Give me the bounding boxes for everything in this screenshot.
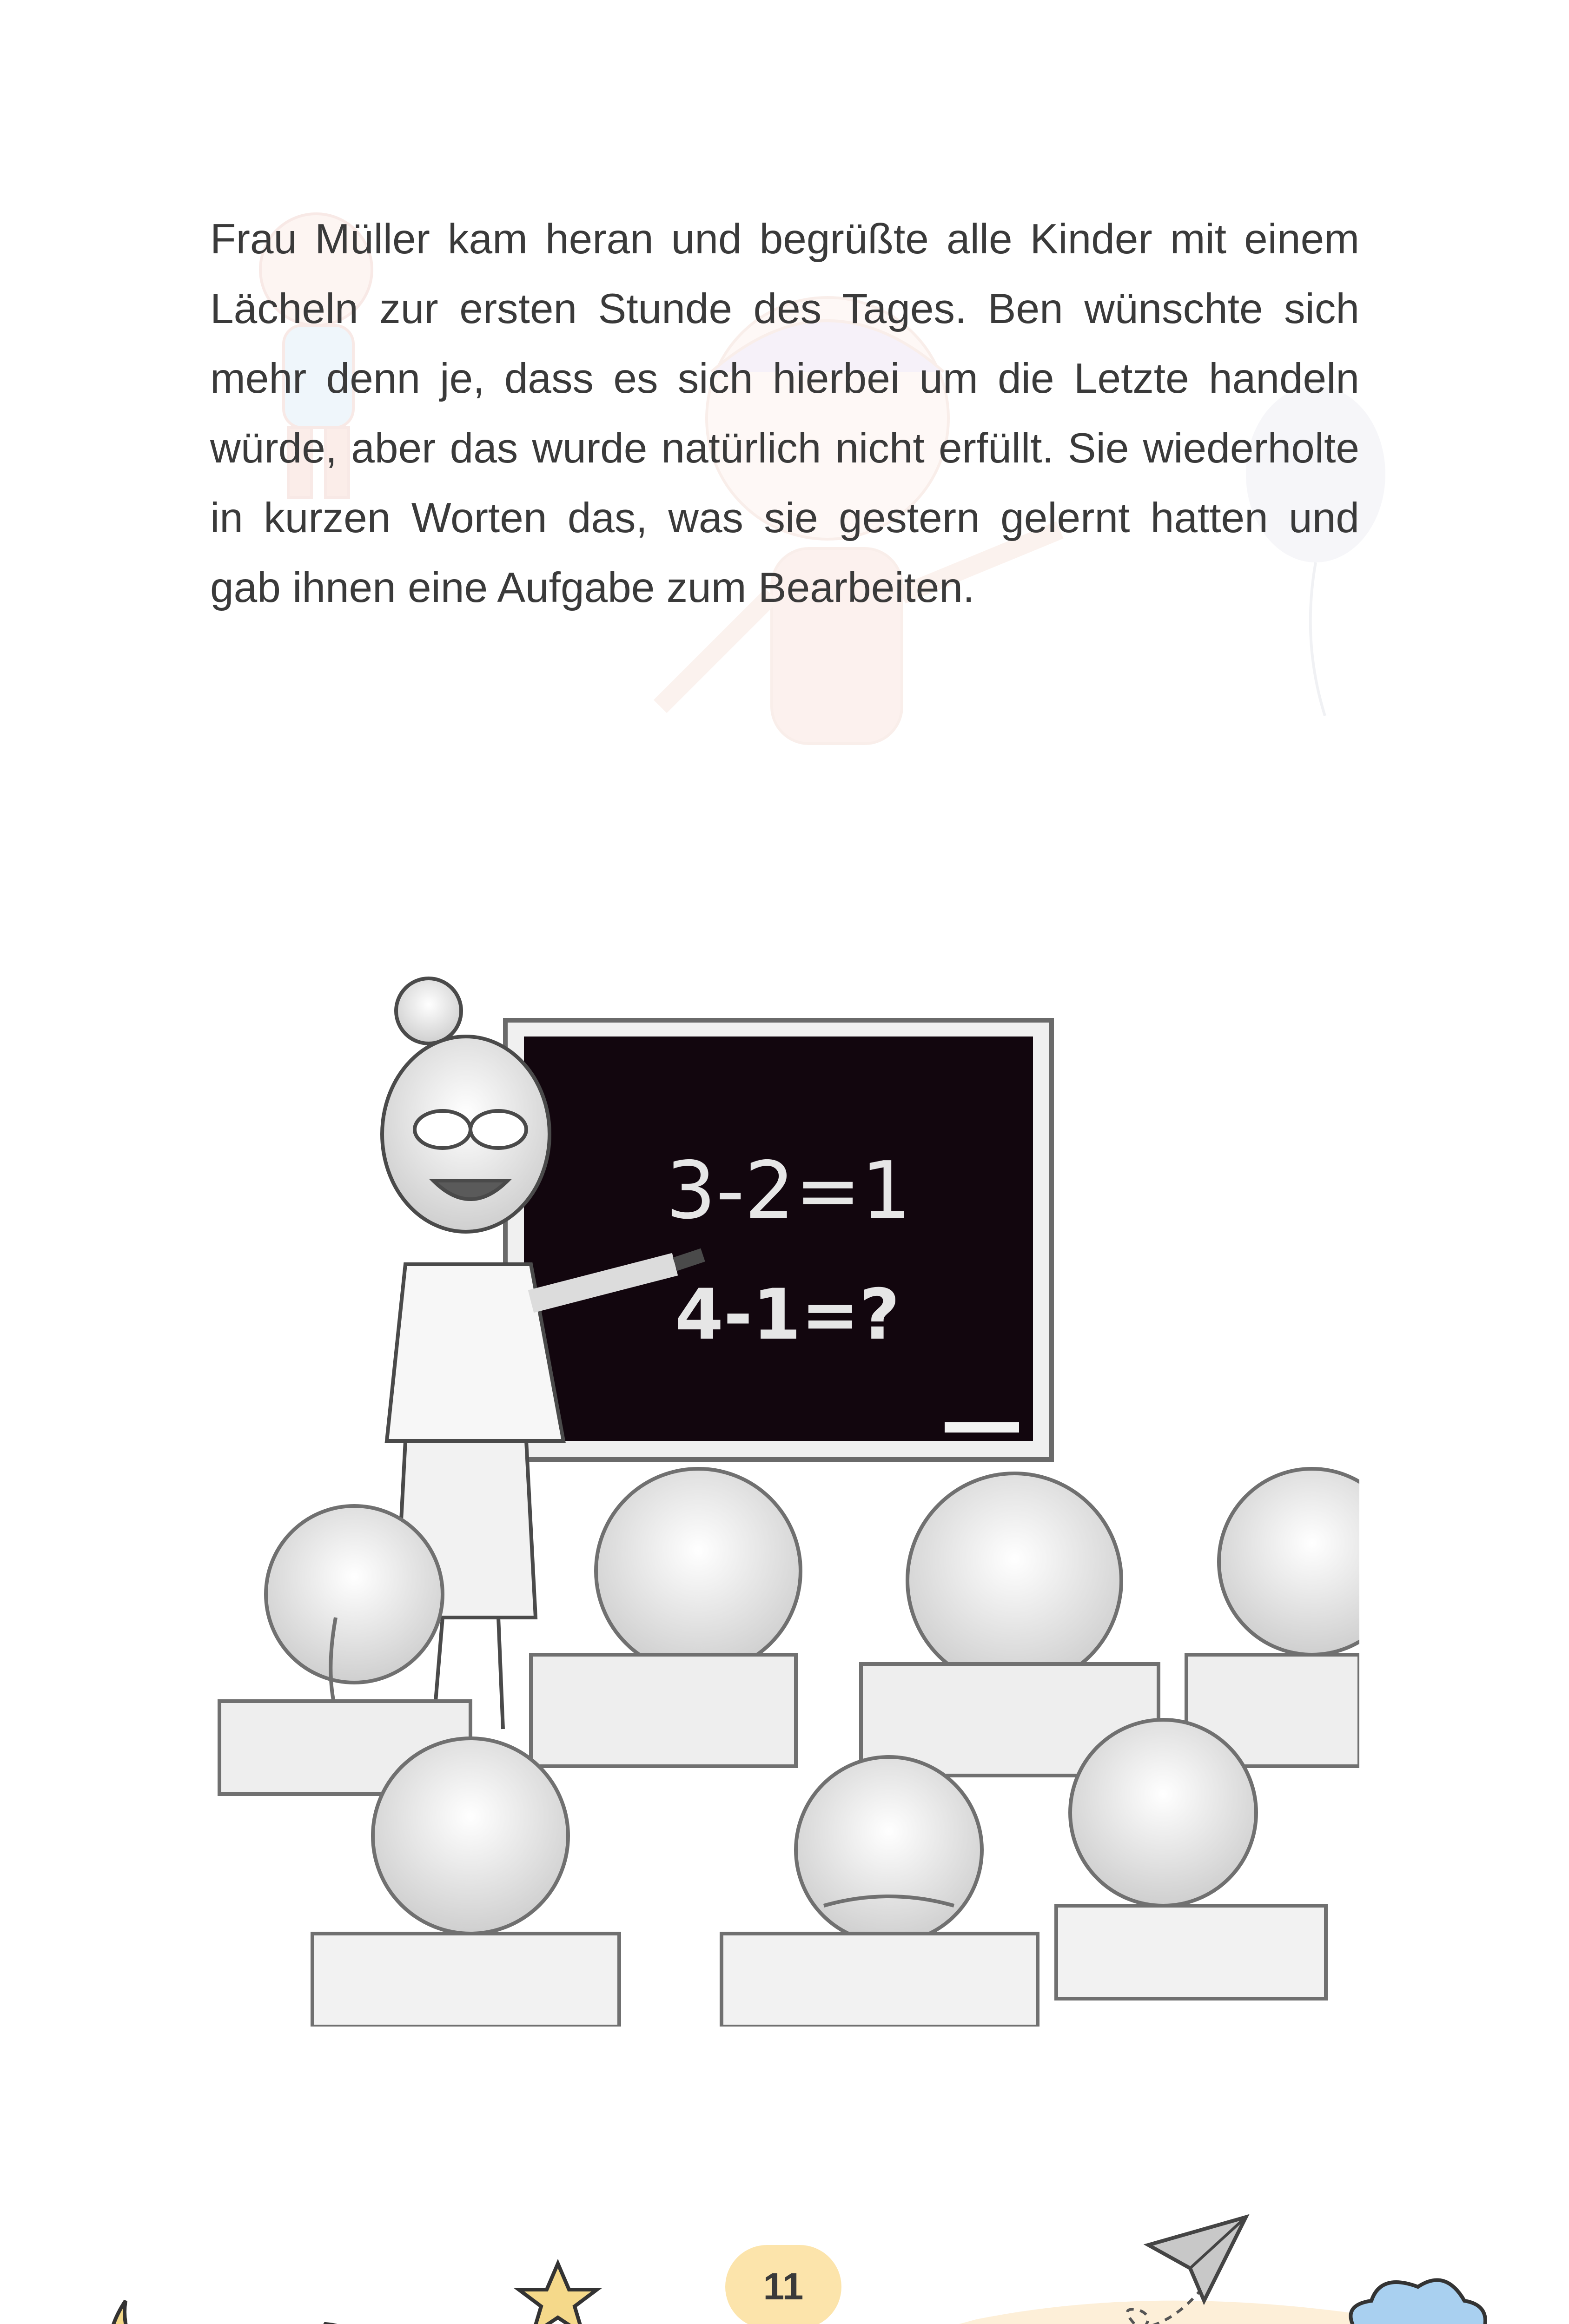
chalkboard-equation-1: 3-2=1 bbox=[666, 1145, 912, 1237]
page-number: 11 bbox=[725, 2245, 841, 2324]
paper-plane-icon bbox=[1148, 2217, 1246, 2301]
chalkboard-equation-2: 4-1=? bbox=[675, 1274, 900, 1355]
chalkboard bbox=[505, 1020, 1052, 1459]
moon-icon bbox=[110, 2301, 214, 2324]
cloud-icon bbox=[1351, 2280, 1485, 2324]
story-paragraph: Frau Müller kam heran und begrüßte alle Kinder mit einem Lächeln zur ersten Stunde des Tages. Ben wünschte sich mehr denn je, dass es sich hierbei um die Letzte handeln würde, aber das wurde natürlich nicht erfüllt. Sie wiederholte in kurzen Worten das, was sie gestern gelernt hatten und gab ihnen eine Aufgabe zum Bearbeiten. bbox=[210, 216, 1359, 611]
students-front-row bbox=[312, 1720, 1326, 2027]
star-icon bbox=[519, 2264, 597, 2324]
chalk-eraser bbox=[945, 1422, 1019, 1433]
rocket-icon bbox=[304, 2318, 422, 2324]
classroom-illustration bbox=[210, 976, 1359, 2027]
